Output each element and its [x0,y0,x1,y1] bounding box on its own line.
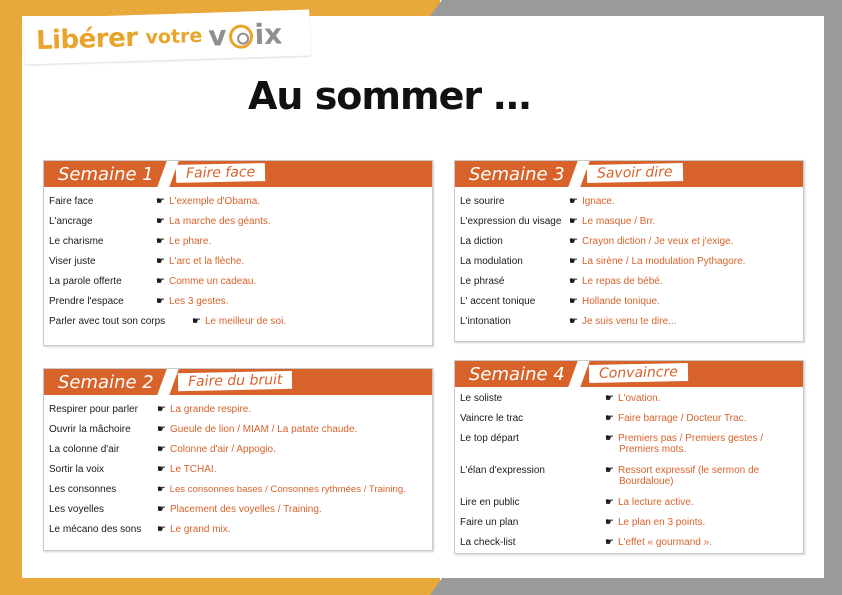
resource-text: L'effet « gourmand ». [617,537,712,548]
pointing-hand-icon: ☛ [569,296,578,307]
pointing-hand-icon: ☛ [157,504,166,515]
resource-text: Hollande tonique. [581,296,660,307]
brand-logo [23,10,310,65]
pointing-hand-icon: ☛ [569,316,578,327]
week-2-theme: Faire du bruit [178,371,293,391]
list-item [44,293,432,313]
list-item [455,410,803,430]
topic-text: L'élan d'expression [460,465,545,476]
list-item [455,233,803,253]
topic-text: L'intonation [460,316,511,327]
resource-text: La marche des géants. [168,216,271,227]
pointing-hand-icon: ☛ [156,256,165,267]
resource-text: Comme un cadeau. [168,276,257,287]
resource-text: Faire barrage / Docteur Trac. [617,413,747,424]
pointing-hand-icon: ☛ [157,424,166,435]
pointing-hand-icon: ☛ [569,276,578,287]
resource-text: Le phare. [168,236,212,247]
list-item [455,293,803,313]
pointing-hand-icon: ☛ [156,236,165,247]
list-item [455,462,803,494]
week-1-label: Semaine 1 [58,164,154,185]
pointing-hand-icon: ☛ [157,524,166,535]
week-3-list [455,187,803,333]
resource-text-continued: Bourdaloue) [619,476,674,487]
pointing-hand-icon: ☛ [156,276,165,287]
pointing-hand-icon: ☛ [192,316,201,327]
week-4-header [455,361,803,387]
topic-text: Parler avec tout son corps [49,316,166,327]
resource-text: Le masque / Brr. [581,216,656,227]
list-item [44,421,432,441]
topic-text: Prendre l'espace [49,296,124,307]
week-3-header [455,161,803,187]
frame-right-bar [824,0,842,595]
topic-text: Le phrasé [460,276,505,287]
list-item [44,233,432,253]
topic-text: L' accent tonique [460,296,536,307]
resource-text: Ressort expressif (le sermon de [617,465,760,476]
list-item [455,390,803,410]
pointing-hand-icon: ☛ [156,216,165,227]
pointing-hand-icon: ☛ [605,433,614,444]
resource-text: Gueule de lion / MIAM / La patate chaude. [169,424,358,435]
list-item [455,313,803,333]
pointing-hand-icon: ☛ [605,497,614,508]
resource-text: Le grand mix. [169,524,231,535]
topic-text: Le sourire [460,196,505,207]
resource-text: La sirène / La modulation Pythagore. [581,256,746,267]
list-item [455,253,803,273]
week-1-theme: Faire face [176,163,266,183]
resource-text: L'ovation. [617,393,661,404]
list-item [455,514,803,534]
list-item [44,441,432,461]
pointing-hand-icon: ☛ [605,393,614,404]
pointing-hand-icon: ☛ [156,196,165,207]
week-2-list [44,395,432,541]
week-3-panel [454,160,804,342]
resource-text: Crayon diction / Je veux et j'exige. [581,236,734,247]
week-4-theme: Convaincre [589,363,688,383]
list-item [44,481,432,501]
resource-text-continued: Premiers mots. [619,444,687,455]
frame-top-bar-grey [430,0,842,16]
list-item [455,213,803,233]
week-1-list [44,187,432,333]
brand-word-votre: votre [145,24,203,49]
topic-text: Sortir la voix [49,464,105,475]
resource-text: La grande respire. [169,404,252,415]
brand-word-liberer: Libérer [35,22,139,57]
topic-text: Faire face [49,196,94,207]
list-item [455,273,803,293]
resource-text: Le plan en 3 points. [617,517,706,528]
pointing-hand-icon: ☛ [569,256,578,267]
topic-text: Le charisme [49,236,104,247]
pointing-hand-icon: ☛ [605,465,614,476]
topic-text: Lire en public [460,497,520,508]
week-4-label: Semaine 4 [469,364,565,385]
resource-text: Ignace. [581,196,615,207]
page-title: Au sommer … [248,74,531,118]
topic-text: Ouvrir la mâchoire [49,424,131,435]
list-item [44,253,432,273]
topic-text: L'ancrage [49,216,93,227]
topic-text: La parole offerte [49,276,122,287]
list-item [44,461,432,481]
resource-text: Le repas de bébé. [581,276,663,287]
list-item [455,534,803,554]
pointing-hand-icon: ☛ [605,517,614,528]
pointing-hand-icon: ☛ [569,216,578,227]
resource-text: Placement des voyelles / Training. [169,504,322,515]
week-2-label: Semaine 2 [58,372,154,393]
resource-text: Le meilleur de soi. [204,316,287,327]
pointing-hand-icon: ☛ [605,537,614,548]
list-item [44,521,432,541]
brand-o-target-icon [228,24,253,49]
topic-text: Vaincre le trac [460,413,524,424]
brand-letters-ix: ix [254,16,283,51]
frame-bottom-bar [0,578,440,595]
week-4-list [455,387,803,554]
week-1-panel [43,160,433,346]
frame-bottom-bar-grey [430,578,842,595]
list-item [455,430,803,462]
topic-text: Le mécano des sons [49,524,142,535]
week-2-panel [43,368,433,551]
resource-text: Les consonnes bases / Consonnes rythmées / Training. [169,484,406,495]
list-item [455,494,803,514]
header-divider [568,361,589,387]
pointing-hand-icon: ☛ [569,236,578,247]
pointing-hand-icon: ☛ [157,464,166,475]
topic-text: La colonne d'air [49,444,120,455]
topic-text: La diction [460,236,503,247]
resource-text: Le TCHAI. [169,464,217,475]
resource-text: L'arc et la flèche. [168,256,245,267]
brand-letter-v: v [207,18,228,53]
resource-text: Premiers pas / Premiers gestes / [617,433,764,444]
topic-text: Les consonnes [49,484,117,495]
topic-text: Les voyelles [49,504,105,515]
list-item [44,501,432,521]
list-item [44,401,432,421]
list-item [44,193,432,213]
resource-text: Je suis venu te dire... [581,316,677,327]
pointing-hand-icon: ☛ [156,296,165,307]
week-3-label: Semaine 3 [469,164,565,185]
resource-text: L'exemple d'Obama. [168,196,261,207]
topic-text: Le top départ [460,433,519,444]
pointing-hand-icon: ☛ [157,484,166,495]
pointing-hand-icon: ☛ [157,444,166,455]
topic-text: Viser juste [49,256,96,267]
frame-left-bar [0,0,22,595]
resource-text: La lecture active. [617,497,694,508]
topic-text: La check-list [460,537,516,548]
resource-text: Colonne d'air / Appogio. [169,444,276,455]
resource-text: Les 3 gestes. [168,296,229,307]
topic-text: L'expression du visage [460,216,562,227]
week-2-header [44,369,432,395]
list-item [44,213,432,233]
week-4-panel [454,360,804,554]
week-3-theme: Savoir dire [587,163,683,183]
pointing-hand-icon: ☛ [157,404,166,415]
pointing-hand-icon: ☛ [569,196,578,207]
topic-text: Faire un plan [460,517,519,528]
header-divider [157,369,178,395]
topic-text: Le soliste [460,393,503,404]
list-item [44,313,432,333]
list-item [44,273,432,293]
topic-text: La modulation [460,256,523,267]
pointing-hand-icon: ☛ [605,413,614,424]
topic-text: Respirer pour parler [49,404,138,415]
week-1-header [44,161,432,187]
list-item [455,193,803,213]
